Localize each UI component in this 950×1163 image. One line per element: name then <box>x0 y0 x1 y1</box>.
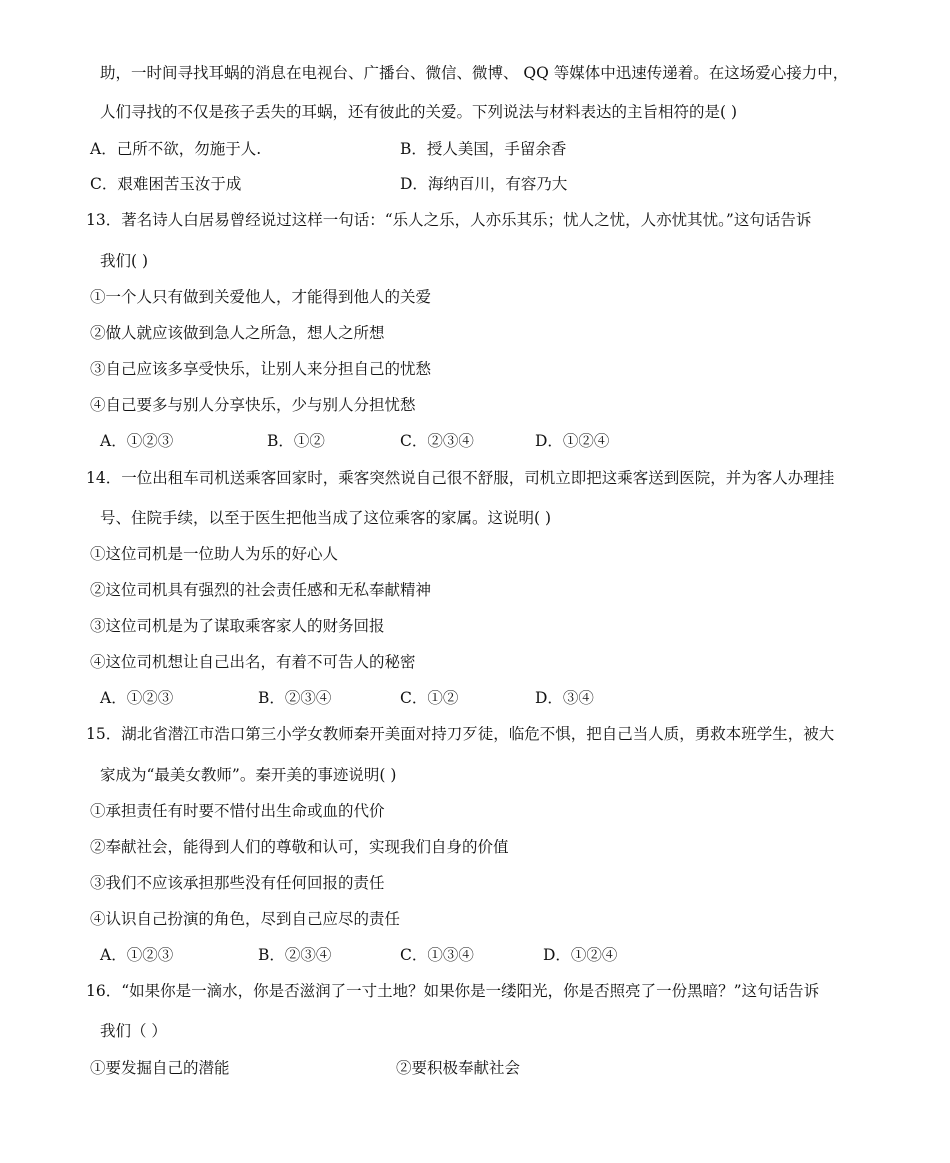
q13-option-a: A．①②③ <box>100 432 174 450</box>
q13-stem-line2: 我们( ) <box>100 252 149 270</box>
q14-statement-4: ④这位司机想让自己出名，有着不可告人的秘密 <box>90 653 416 671</box>
q12-stem-line2: 人们寻找的不仅是孩子丢失的耳蜗，还有彼此的关爱。下列说法与材料表达的主旨相符的是( ) <box>100 103 738 121</box>
q15-stem-line2: 家成为“最美女教师”。秦开美的事迹说明( ) <box>100 766 397 784</box>
q14-stem-line2: 号、住院手续，以至于医生把他当成了这位乘客的家属。这说明( ) <box>100 509 552 527</box>
q15-stem-line1: 15．湖北省潜江市浩口第三小学女教师秦开美面对持刀歹徒，临危不惧，把自己当人质，勇救本班学生，被大 <box>86 725 835 743</box>
q14-statement-1: ①这位司机是一位助人为乐的好心人 <box>90 545 339 563</box>
q16-statement-2: ②要积极奉献社会 <box>396 1059 521 1077</box>
q15-statement-1: ①承担责任有时要不惜付出生命或血的代价 <box>90 802 385 820</box>
q14-option-a: A．①②③ <box>100 689 174 707</box>
q13-statement-2: ②做人就应该做到急人之所急，想人之所想 <box>90 324 385 342</box>
q14-option-d: D．③④ <box>535 689 594 707</box>
q16-statement-1: ①要发掘自己的潜能 <box>90 1059 230 1077</box>
q13-stem-line1: 13．著名诗人白居易曾经说过这样一句话：“乐人之乐，人亦乐其乐；忧人之忧，人亦忧其忧。”这句话告诉 <box>86 211 812 229</box>
q12-option-c: C．艰难困苦玉汝于成 <box>90 175 242 193</box>
q15-option-c: C．①③④ <box>400 946 474 964</box>
q14-stem-line1: 14．一位出租车司机送乘客回家时，乘客突然说自己很不舒服，司机立即把这乘客送到医院，并为客人办理挂 <box>86 469 835 487</box>
q13-option-c: C．②③④ <box>400 432 474 450</box>
q14-statement-3: ③这位司机是为了谋取乘客家人的财务回报 <box>90 617 385 635</box>
q13-option-b: B．①② <box>267 432 325 450</box>
q15-option-d: D．①②④ <box>543 946 618 964</box>
q13-statement-3: ③自己应该多享受快乐，让别人来分担自己的忧愁 <box>90 360 432 378</box>
q14-option-c: C．①② <box>400 689 459 707</box>
q16-stem-line1: 16．“如果你是一滴水，你是否滋润了一寸土地？如果你是一缕阳光，你是否照亮了一份黑暗？”这句话告诉 <box>86 982 820 1000</box>
q12-option-d: D．海纳百川，有容乃大 <box>400 175 568 193</box>
q15-statement-3: ③我们不应该承担那些没有任何回报的责任 <box>90 874 385 892</box>
q14-statement-2: ②这位司机具有强烈的社会责任感和无私奉献精神 <box>90 581 432 599</box>
q15-statement-2: ②奉献社会，能得到人们的尊敬和认可，实现我们自身的价值 <box>90 838 509 856</box>
q15-option-b: B．②③④ <box>258 946 332 964</box>
q15-option-a: A．①②③ <box>100 946 174 964</box>
q14-option-b: B．②③④ <box>258 689 332 707</box>
q12-stem-line1: 助，一时间寻找耳蜗的消息在电视台、广播台、微信、微博、 QQ 等媒体中迅速传递着。在这场爱心接力中， <box>100 64 849 82</box>
q13-statement-1: ①一个人只有做到关爱他人，才能得到他人的关爱 <box>90 288 432 306</box>
q12-option-a: A．己所不欲，勿施于人. <box>90 140 262 158</box>
q13-option-d: D．①②④ <box>535 432 610 450</box>
q12-option-b: B．授人美国，手留余香 <box>400 140 567 158</box>
q15-statement-4: ④认识自己扮演的角色，尽到自己应尽的责任 <box>90 910 401 928</box>
q16-stem-line2: 我们（ ） <box>100 1022 167 1040</box>
q13-statement-4: ④自己要多与别人分享快乐，少与别人分担忧愁 <box>90 396 416 414</box>
